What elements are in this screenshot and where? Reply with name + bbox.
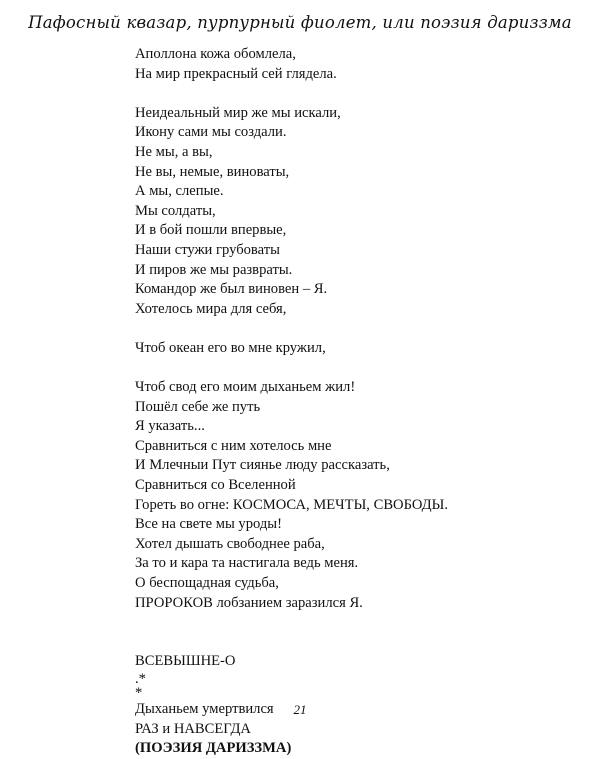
poem-line: Я указать... <box>135 418 205 435</box>
poem-line: Пошёл себе же путь <box>135 398 261 415</box>
poem-line: Все на свете мы уроды! <box>135 516 282 533</box>
poem-line: (ПОЭЗИЯ ДАРИЗЗМА) <box>135 740 292 757</box>
poem-line: ПРОРОКОВ лобзанием заразился Я. <box>135 594 363 611</box>
poem-line: За то и кара та настигала ведь меня. <box>135 555 359 572</box>
stanza-break <box>135 633 555 653</box>
poem-line: РАЗ и НАВСЕГДА <box>135 720 251 737</box>
poem-line: Гореть во огне: КОСМОСА, МЕЧТЫ, СВОБОДЫ. <box>135 496 449 513</box>
poem-line: И пиров же мы развраты. <box>135 261 293 278</box>
poem-line: Сравниться со Вселенной <box>135 477 296 494</box>
poem-line: Мы солдаты, <box>135 202 216 219</box>
poem-line: На мир прекрасный сей глядела. <box>135 65 337 82</box>
poem-body <box>135 45 555 759</box>
stanza-break <box>135 359 555 379</box>
poem-line: Аполлона кожа обомлела, <box>135 46 296 62</box>
poem-line: О беспощадная судьба, <box>135 575 279 592</box>
poem-line: Наши стужи грубоваты <box>135 241 280 258</box>
poem-line: Хотел дышать свободнее раба, <box>135 535 325 552</box>
poem-line: Не вы, немые, виноваты, <box>135 163 290 180</box>
page-number: 21 <box>293 702 307 717</box>
poem-line: Чтоб океан его во мне кружил, <box>135 339 326 356</box>
poem-line: Командор же был виновен – Я. <box>135 281 328 298</box>
poem-line: Чтоб свод его моим дыханьем жил! <box>135 379 356 396</box>
poem-line: ВСЕВЫШНЕ-О <box>135 653 236 670</box>
poem-line: Икону сами мы создали. <box>135 124 287 141</box>
poem-line: И Млечныи Пут сиянье люду рассказать, <box>135 457 390 474</box>
poem-line: И в бой пошли впервые, <box>135 222 287 239</box>
poem-line: * <box>135 685 143 701</box>
poem-line: А мы, слепые. <box>135 183 224 200</box>
stanza-break <box>135 613 555 633</box>
poem-line: .* <box>135 671 146 687</box>
running-header: Пафосный квазар, пурпурный фиолет, или поэзия дариззма <box>28 13 572 32</box>
poem-line: Не мы, а вы, <box>135 143 213 160</box>
poem-line: Неидеальный мир же мы искали, <box>135 104 341 121</box>
poem-line: Хотелось мира для себя, <box>135 300 287 317</box>
poem-line: Сравниться с ним хотелось мне <box>135 437 332 454</box>
stanza-break <box>135 319 555 339</box>
poem-line: Дыханьем умертвился <box>135 701 274 717</box>
stanza-break <box>135 84 555 104</box>
